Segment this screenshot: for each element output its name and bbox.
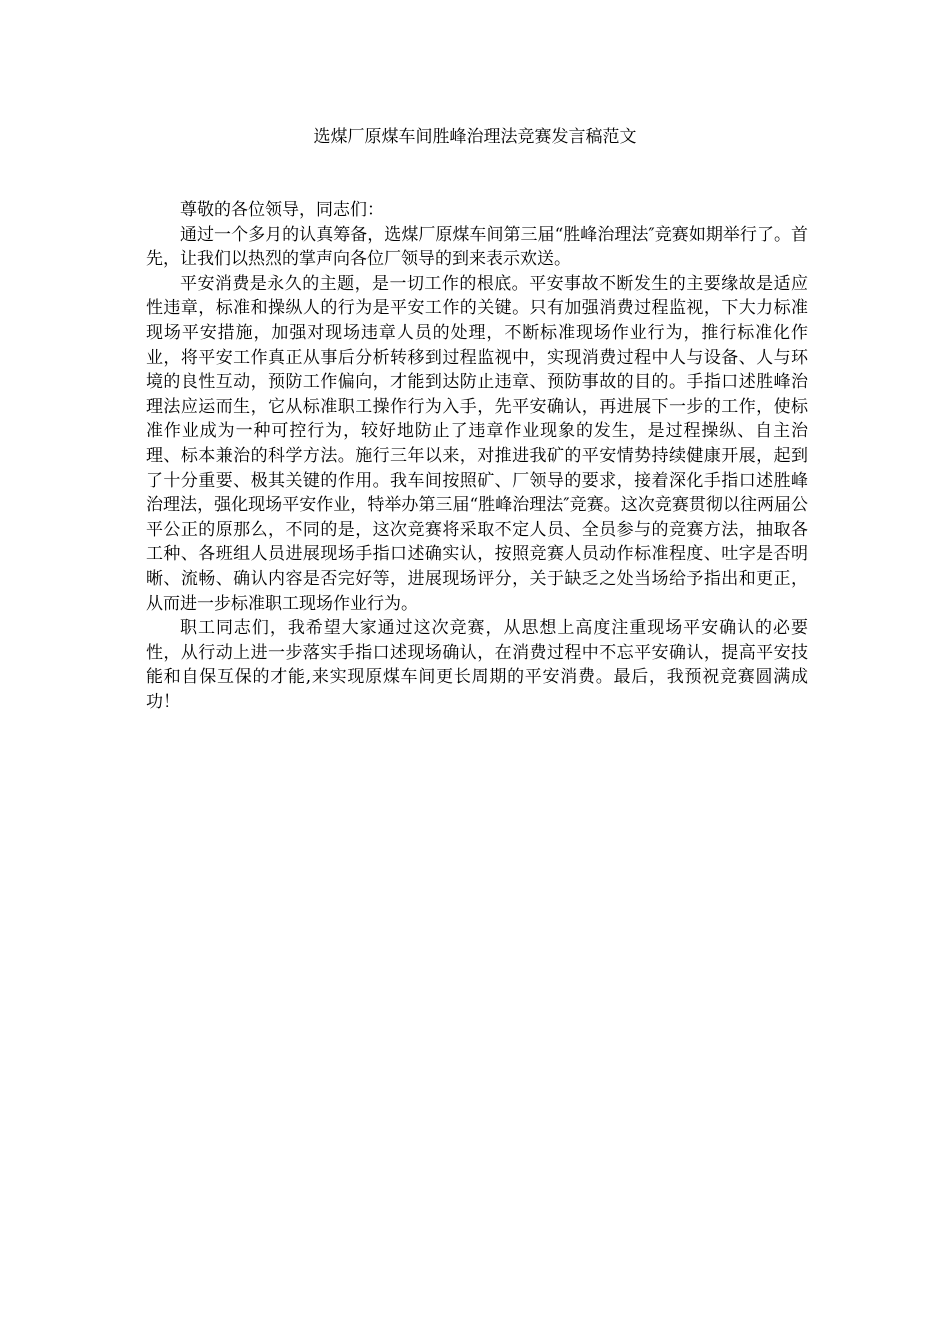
paragraph-opening: 通过一个多月的认真筹备，选煤厂原煤车间第三届“胜峰治理法″竞赛如期举行了。首先，让我们以热烈的掌声向各位厂领导的到来表示欢送。 bbox=[146, 224, 808, 270]
paragraph-main: 平安消费是永久的主题，是一切工作的根底。平安事故不断发生的主要缘故是适应性违章，标准和操纵人的行为是平安工作的关键。只有加强消费过程监视，下大力标准现场平安措施，加强对现场违章人员的处理，不断标准现场作业行为，推行标准化作业，将平安工作真正从事后分析转移到过程监视中，实现消费过程中人与设备、人与环境的良性互动，预防工作偏向，才能到达防止违章、预防事故的目的。手指口述胜峰治理法应运而生，它从标准职工操作行为入手，先平安确认，再进展下一步的工作，使标准作业成为一种可控行为，较好地防止了违章作业现象的发生，是过程操纵、自主治理、标本兼治的科学方法。施行三年以来，对推进我矿的平安情势持续健康开展，起到了十分重要、极其关键的作用。我车间按照矿、厂领导的要求，接着深化手指口述胜峰治理法，强化现场平安作业，特举办第三届“胜峰治理法″竞赛。这次竞赛贯彻以往两届公平公正的原那么，不同的是，这次竞赛将采取不定人员、全员参与的竞赛方法，抽取各工种、各班组人员进展现场手指口述确实认，按照竞赛人员动作标准程度、吐字是否明晰、流畅、确认内容是否完好等，进展现场评分，关于缺乏之处当场给予指出和更正，从而进一步标准职工现场作业行为。 bbox=[146, 273, 808, 614]
paragraph-closing: 职工同志们，我希望大家通过这次竞赛，从思想上高度注重现场平安确认的必要性，从行动上进一步落实手指口述现场确认，在消费过程中不忘平安确认，提高平安技能和自保互保的才能,来实现原煤车间更长周期的平安消费。最后，我预祝竞赛圆满成功！ bbox=[146, 618, 808, 712]
document-title: 选煤厂原煤车间胜峰治理法竞赛发言稿范文 bbox=[313, 127, 637, 147]
document-body bbox=[146, 198, 808, 714]
salutation: 尊敬的各位领导，同志们： bbox=[180, 200, 384, 220]
